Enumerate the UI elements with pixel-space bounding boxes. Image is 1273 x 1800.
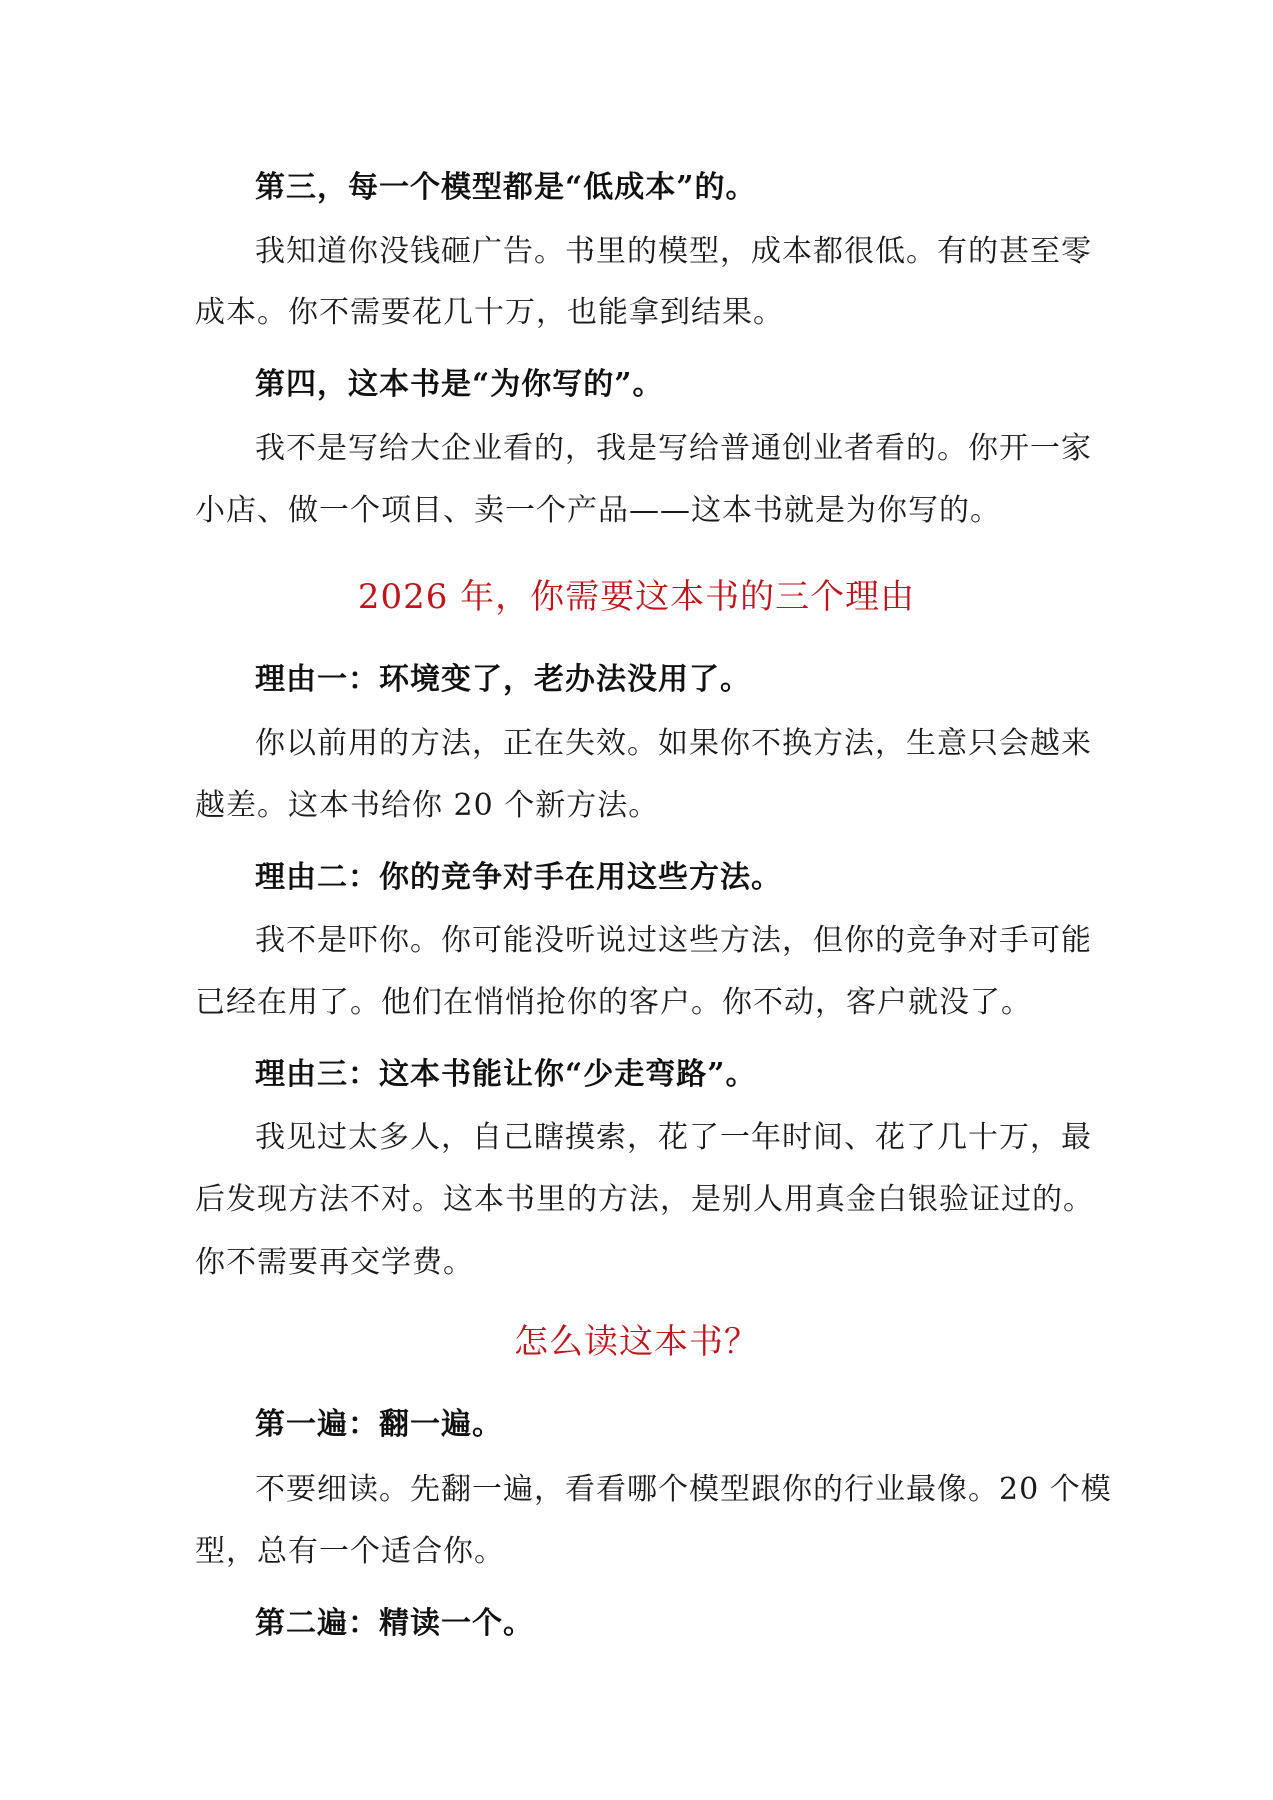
paragraph-line: 你不需要再交学费。 — [195, 1245, 474, 1280]
paragraph-line: 型，总有一个适合你。 — [195, 1534, 505, 1569]
paragraph-line: 你以前用的方法，正在失效。如果你不换方法，生意只会越来 — [255, 726, 1092, 761]
paragraph-line: 我不是吓你。你可能没听说过这些方法，但你的竞争对手可能 — [255, 923, 1092, 958]
paragraph-line: 我不是写给大企业看的，我是写给普通创业者看的。你开一家 — [255, 431, 1092, 466]
point-four-heading: 第四，这本书是“为你写的”。 — [255, 367, 664, 402]
reason-one-heading: 理由一：环境变了，老办法没用了。 — [255, 662, 751, 697]
paragraph-line: 后发现方法不对。这本书里的方法，是别人用真金白银验证过的。 — [195, 1182, 1094, 1217]
reason-three-heading: 理由三：这本书能让你“少走弯路”。 — [255, 1057, 757, 1092]
section-heading-how-to-read: 怎么读这本书？ — [514, 1322, 759, 1362]
paragraph-line: 越差。这本书给你 20 个新方法。 — [195, 788, 660, 823]
paragraph-line: 小店、做一个项目、卖一个产品——这本书就是为你写的。 — [195, 493, 1001, 528]
paragraph-line: 我见过太多人，自己瞎摸索，花了一年时间、花了几十万，最 — [255, 1120, 1092, 1155]
read-second-pass-heading: 第二遍：精读一个。 — [255, 1606, 534, 1641]
paragraph-line: 不要细读。先翻一遍，看看哪个模型跟你的行业最像。20 个模 — [255, 1472, 1112, 1507]
read-first-pass-heading: 第一遍：翻一遍。 — [255, 1407, 503, 1442]
paragraph-line: 已经在用了。他们在悄悄抢你的客户。你不动，客户就没了。 — [195, 985, 1032, 1020]
paragraph-line: 我知道你没钱砸广告。书里的模型，成本都很低。有的甚至零 — [255, 234, 1092, 269]
paragraph-line: 成本。你不需要花几十万，也能拿到结果。 — [195, 295, 784, 330]
section-heading-reasons: 2026 年，你需要这本书的三个理由 — [357, 577, 916, 617]
point-three-heading: 第三，每一个模型都是“低成本”的。 — [255, 170, 757, 205]
reason-two-heading: 理由二：你的竞争对手在用这些方法。 — [255, 860, 782, 895]
